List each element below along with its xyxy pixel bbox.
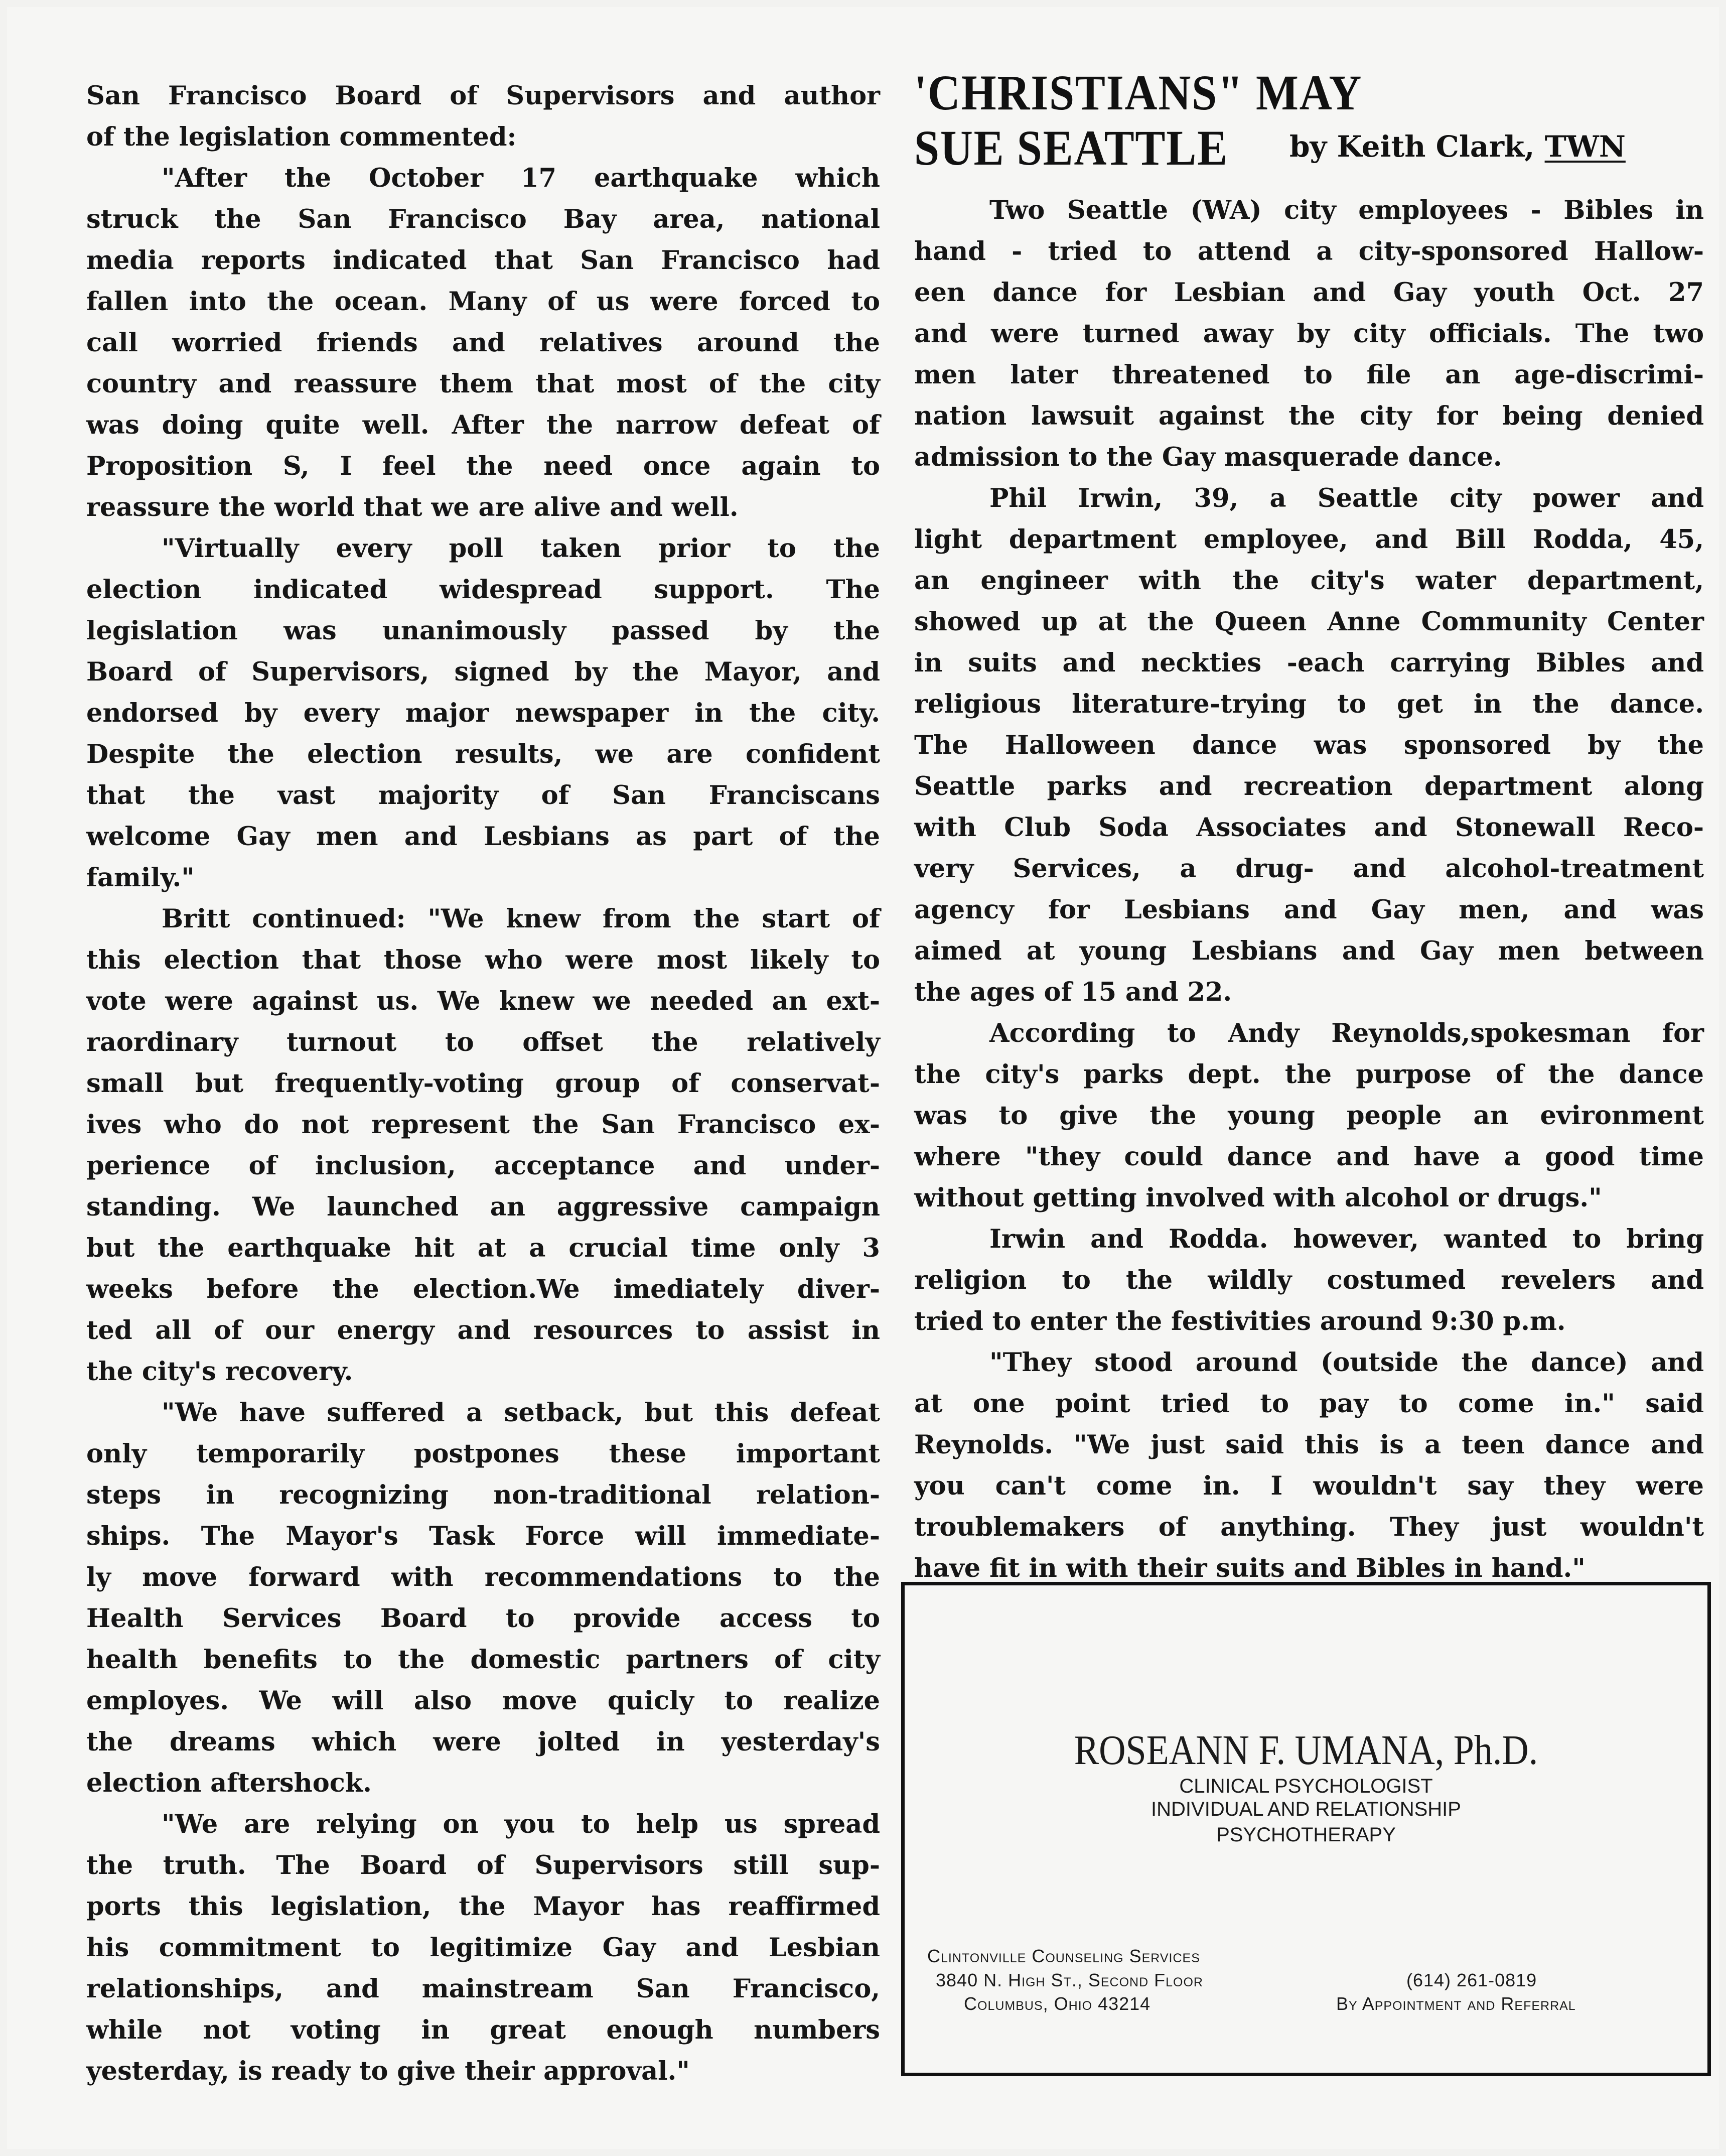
text-line: nation lawsuit against the city for being denied: [914, 401, 1704, 431]
text-line: the dreams which were jolted in yesterday's: [86, 1727, 880, 1757]
text-line: was doing quite well. After the narrow defeat of: [86, 410, 880, 440]
text-line: country and reassure them that most of the city: [86, 369, 880, 399]
ad-name: ROSEANN F. UMANA, Ph.D.: [1074, 1727, 1538, 1774]
text-line: the city's recovery.: [86, 1357, 353, 1387]
text-line: only temporarily postpones these important: [86, 1439, 880, 1469]
text-line: without getting involved with alcohol or drugs.": [914, 1183, 1602, 1213]
text-line: ives who do not represent the San Francisco ex-: [86, 1110, 880, 1140]
text-line: was to give the young people an evironment: [914, 1101, 1704, 1131]
text-line: of the legislation commented:: [86, 122, 517, 152]
text-line: at one point tried to pay to come in." said: [914, 1389, 1704, 1419]
text-line: ships. The Mayor's Task Force will immediate-: [86, 1521, 880, 1551]
text-line: the truth. The Board of Supervisors still sup-: [86, 1850, 880, 1880]
text-line: vote were against us. We knew we needed an ext-: [86, 986, 880, 1016]
text-line: Phil Irwin, 39, a Seattle city power and: [989, 483, 1704, 513]
text-line: standing. We launched an aggressive campaign: [86, 1192, 880, 1222]
text-line: "We have suffered a setback, but this defeat: [162, 1398, 880, 1428]
text-line: "We are relying on you to help us spread: [162, 1809, 880, 1839]
text-line: his commitment to legitimize Gay and Lesbian: [86, 1933, 880, 1963]
text-line: Reynolds. "We just said this is a teen dance and: [914, 1430, 1704, 1460]
text-line: reassure the world that we are alive and well.: [86, 492, 739, 522]
text-line: San Francisco Board of Supervisors and author: [86, 81, 880, 111]
text-line: showed up at the Queen Anne Community Center: [914, 607, 1704, 637]
text-line: light department employee, and Bill Rodda, 45,: [914, 524, 1704, 555]
ad-specialty-2: PSYCHOTHERAPY: [1216, 1824, 1396, 1846]
text-line: media reports indicated that San Francisco had: [86, 245, 880, 276]
text-line: ted all of our energy and resources to assist in: [86, 1315, 880, 1345]
text-line: hand - tried to attend a city-sponsored Hallow-: [914, 236, 1704, 266]
text-line: in suits and neckties -each carrying Bibles and: [914, 648, 1704, 678]
text-line: yesterday, is ready to give their approval.": [86, 2056, 690, 2086]
text-line: aimed at young Lesbians and Gay men between: [914, 936, 1704, 966]
ad-title: CLINICAL PSYCHOLOGIST: [1179, 1775, 1433, 1797]
byline-author: by Keith Clark,: [1289, 129, 1545, 164]
text-line: relationships, and mainstream San Francisco,: [86, 1974, 880, 2004]
text-line: Britt continued: "We knew from the start of: [162, 904, 880, 934]
text-line: the city's parks dept. the purpose of the dance: [914, 1059, 1704, 1090]
text-line: een dance for Lesbian and Gay youth Oct. 27: [914, 278, 1704, 308]
text-line: the ages of 15 and 22.: [914, 977, 1232, 1007]
text-line: ports this legislation, the Mayor has reaffirmed: [86, 1892, 880, 1922]
text-line: legislation was unanimously passed by the: [86, 616, 880, 646]
text-line: Irwin and Rodda. however, wanted to bring: [989, 1224, 1704, 1254]
text-line: with Club Soda Associates and Stonewall Reco-: [914, 813, 1704, 843]
text-line: election indicated widespread support. The: [86, 575, 880, 605]
ad-city: Columbus, Ohio 43214: [964, 1993, 1151, 2014]
text-line: an engineer with the city's water department,: [914, 566, 1704, 596]
text-line: this election that those who were most likely to: [86, 945, 880, 975]
text-line: tried to enter the festivities around 9:30 p.m.: [914, 1306, 1566, 1336]
text-line: but the earthquake hit at a crucial time only 3: [86, 1233, 880, 1263]
text-line: perience of inclusion, acceptance and under-: [86, 1151, 880, 1181]
advertisement-box: [901, 1582, 1711, 2076]
text-line: men later threatened to file an age-discrimi-: [914, 360, 1704, 390]
byline: [1289, 129, 1626, 164]
text-line: call worried friends and relatives around the: [86, 328, 880, 358]
ad-phone: (614) 261-0819: [1406, 1970, 1537, 1990]
ad-practice: Clintonville Counseling Services: [927, 1946, 1200, 1966]
text-line: Seattle parks and recreation department along: [914, 771, 1704, 801]
text-line: weeks before the election.We imediately diver-: [86, 1274, 880, 1304]
headline-line-2: SUE SEATTLE: [914, 120, 1228, 176]
ad-note: By Appointment and Referral: [1336, 1993, 1576, 2014]
text-line: "They stood around (outside the dance) and: [989, 1348, 1704, 1378]
text-line: agency for Lesbians and Gay men, and was: [914, 895, 1704, 925]
text-line: welcome Gay men and Lesbians as part of the: [86, 822, 880, 852]
byline-source: TWN: [1544, 129, 1626, 164]
text-line: Two Seattle (WA) city employees - Bibles in: [989, 195, 1704, 225]
text-line: fallen into the ocean. Many of us were forced to: [86, 287, 880, 317]
ad-specialty-1: INDIVIDUAL AND RELATIONSHIP: [1151, 1798, 1461, 1820]
text-line: struck the San Francisco Bay area, national: [86, 204, 880, 234]
right-column-article-body: [914, 190, 1704, 1589]
text-line: election aftershock.: [86, 1768, 372, 1798]
text-line: that the vast majority of San Franciscans: [86, 780, 880, 811]
left-column-article-continuation: [86, 75, 880, 2092]
text-line: very Services, a drug- and alcohol-treatment: [914, 854, 1704, 884]
text-line: ly move forward with recommendations to the: [86, 1562, 880, 1592]
text-line: The Halloween dance was sponsored by the: [914, 730, 1704, 760]
text-line: have fit in with their suits and Bibles in hand.": [914, 1553, 1586, 1583]
text-line: while not voting in great enough numbers: [86, 2015, 880, 2045]
text-line: steps in recognizing non-traditional relation-: [86, 1480, 880, 1510]
text-line: troublemakers of anything. They just wouldn't: [914, 1512, 1704, 1542]
text-line: you can't come in. I wouldn't say they were: [914, 1471, 1704, 1501]
text-line: Proposition S, I feel the need once again to: [86, 451, 880, 481]
text-line: admission to the Gay masquerade dance.: [914, 442, 1502, 472]
text-line: employes. We will also move quicly to realize: [86, 1686, 880, 1716]
text-line: Health Services Board to provide access to: [86, 1603, 880, 1634]
text-line: small but frequently-voting group of conservat-: [86, 1068, 880, 1099]
headline-line-1: 'CHRISTIANS" MAY: [914, 65, 1363, 120]
text-line: "After the October 17 earthquake which: [162, 163, 880, 193]
ad-address: 3840 N. High St., Second Floor: [936, 1970, 1203, 1990]
text-line: where "they could dance and have a good time: [914, 1142, 1704, 1172]
text-line: According to Andy Reynolds,spokesman for: [989, 1018, 1704, 1048]
text-line: Despite the election results, we are confident: [86, 739, 880, 769]
text-line: endorsed by every major newspaper in the city.: [86, 698, 880, 728]
text-line: religion to the wildly costumed revelers and: [914, 1265, 1704, 1295]
text-line: health benefits to the domestic partners of city: [86, 1645, 880, 1675]
text-line: raordinary turnout to offset the relatively: [86, 1027, 880, 1057]
text-line: religious literature-trying to get in the dance.: [914, 689, 1704, 719]
text-line: Board of Supervisors, signed by the Mayor, and: [86, 657, 880, 687]
text-line: family.": [86, 863, 195, 893]
text-line: "Virtually every poll taken prior to the: [162, 533, 880, 564]
text-line: and were turned away by city officials. The two: [914, 319, 1704, 349]
